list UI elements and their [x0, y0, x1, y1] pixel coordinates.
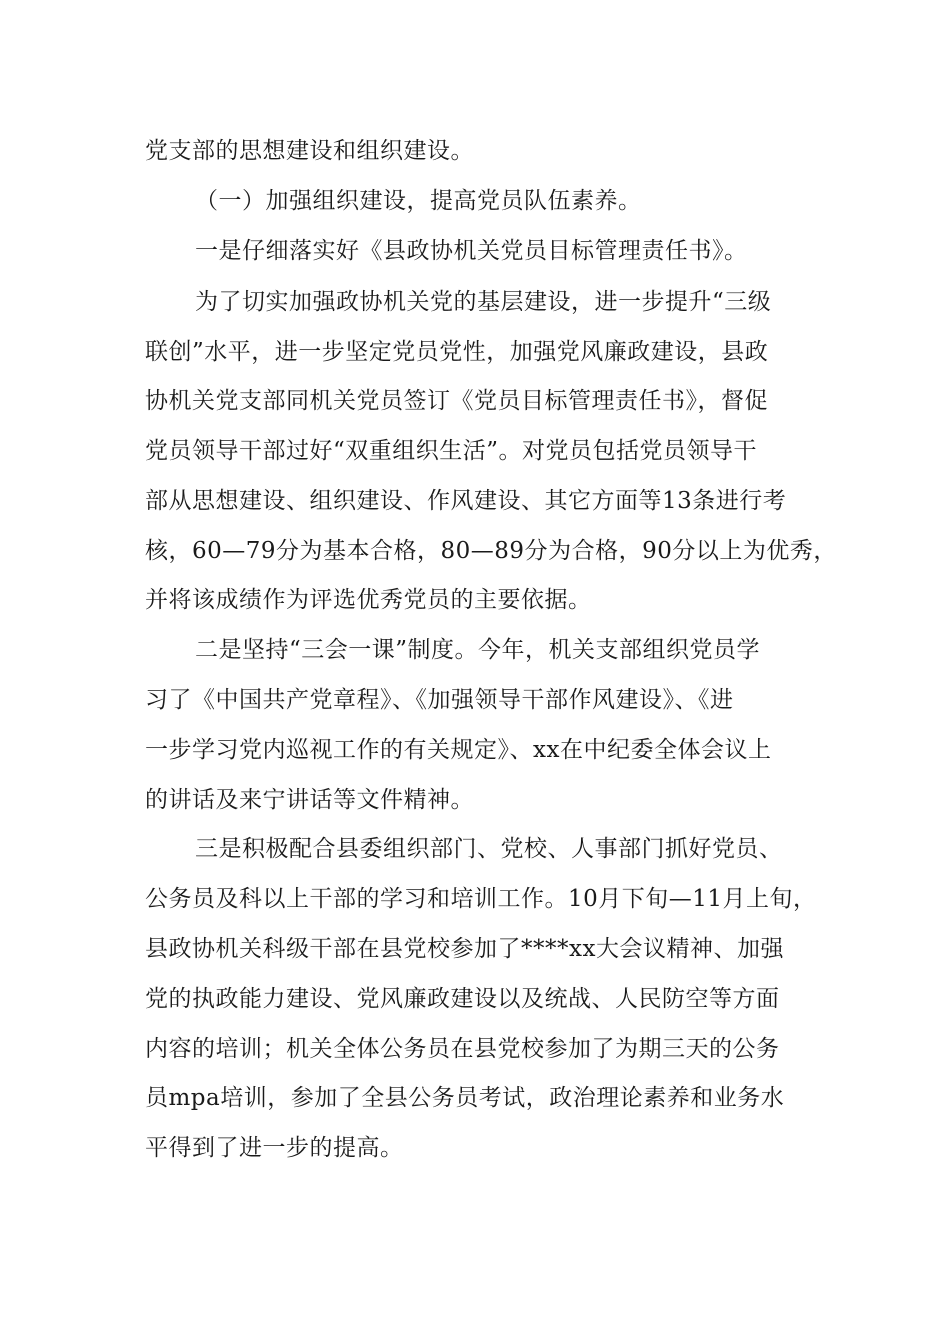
- paragraph-line: 习了《中国共产党章程》、《加强领导干部作风建设》、《进: [145, 687, 734, 713]
- paragraph-line: 协机关党支部同机关党员签订《党员目标管理责任书》，督促: [145, 388, 768, 414]
- paragraph-line: 平得到了进一步的提高。: [145, 1135, 404, 1161]
- paragraph-line: 党的执政能力建设、党风廉政建设以及统战、人民防空等方面: [145, 986, 780, 1012]
- paragraph-line: 一步学习党内巡视工作的有关规定》、xx在中纪委全体会议上: [145, 737, 772, 763]
- paragraph-line: 为了切实加强政协机关党的基层建设，进一步提升“三级: [195, 289, 772, 315]
- text-line: 党支部的思想建设和组织建设。: [145, 138, 474, 164]
- paragraph-line: 公务员及科以上干部的学习和培训工作。10月下旬—11月上旬，: [145, 886, 817, 912]
- paragraph-line: 员mpa培训，参加了全县公务员考试，政治理论素养和业务水: [145, 1085, 785, 1111]
- paragraph-line: 核，60—79分为基本合格，80—89分为合格，90分以上为优秀，: [145, 538, 837, 564]
- section-heading: （一）加强组织建设，提高党员队伍素养。: [195, 188, 642, 214]
- paragraph-line: 并将该成绩作为评选优秀党员的主要依据。: [145, 587, 592, 613]
- subheading-one: 一是仔细落实好《县政协机关党员目标管理责任书》。: [195, 238, 748, 264]
- paragraph-line: 二是坚持“三会一课”制度。今年，机关支部组织党员学: [195, 637, 761, 663]
- paragraph-line: 内容的培训；机关全体公务员在县党校参加了为期三天的公务: [145, 1036, 780, 1062]
- paragraph-line: 党员领导干部过好“双重组织生活”。对党员包括党员领导干: [145, 438, 758, 464]
- paragraph-line: 县政协机关科级干部在县党校参加了****xx大会议精神、加强: [145, 936, 784, 962]
- paragraph-line: 部从思想建设、组织建设、作风建设、其它方面等13条进行考: [145, 488, 787, 514]
- paragraph-line: 三是积极配合县委组织部门、党校、人事部门抓好党员、: [195, 836, 783, 862]
- paragraph-line: 的讲话及来宁讲话等文件精神。: [145, 787, 474, 813]
- paragraph-line: 联创”水平，进一步坚定党员党性，加强党风廉政建设，县政: [145, 339, 769, 365]
